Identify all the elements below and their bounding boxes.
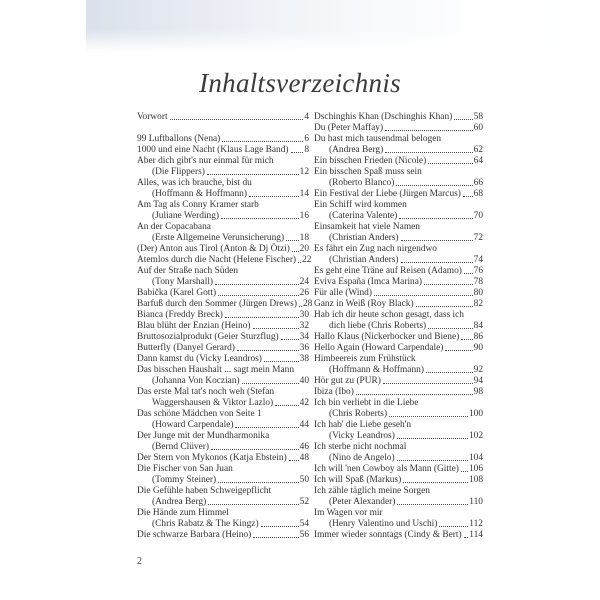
dot-leader xyxy=(397,504,468,505)
toc-entry-page: 108 xyxy=(468,475,483,485)
toc-entry-title: Die Gefühle haben Schweigepflicht xyxy=(137,486,272,496)
dot-leader xyxy=(389,416,468,417)
toc-entry-page: 58 xyxy=(473,112,483,122)
toc-entry xyxy=(314,321,483,332)
toc-entry-title: (Bernd Clüver) xyxy=(152,442,210,452)
toc-entry xyxy=(137,376,309,387)
dot-leader xyxy=(253,537,298,538)
toc-entry xyxy=(314,178,483,189)
toc-entry-title: Vorwort xyxy=(137,112,168,122)
toc-entry xyxy=(314,398,483,409)
toc-entry xyxy=(314,519,483,530)
toc-entry-title: Der Stern von Mykonos (Katja Ebstein) xyxy=(137,453,287,463)
toc-entry xyxy=(137,519,309,530)
toc-entry xyxy=(314,112,483,123)
toc-entry xyxy=(137,431,309,442)
dot-leader xyxy=(281,339,299,340)
toc-entry xyxy=(314,134,483,145)
toc-entry-page: 26 xyxy=(299,288,309,298)
dot-leader xyxy=(424,284,473,285)
toc-entry-title: Ich will Spaß (Markus) xyxy=(314,475,402,485)
dot-leader xyxy=(439,526,468,527)
toc-entry xyxy=(137,134,309,145)
toc-entry-page: 64 xyxy=(473,156,483,166)
toc-entry-page: 28 xyxy=(302,299,313,309)
toc-entry-page: 18 xyxy=(299,233,309,243)
toc-entry xyxy=(314,365,483,376)
toc-entry xyxy=(314,156,483,167)
toc-entry xyxy=(137,398,309,409)
toc-entry-page: 56 xyxy=(299,530,309,540)
toc-entry xyxy=(137,266,309,277)
dot-leader xyxy=(374,295,473,296)
toc-entry-page: 70 xyxy=(473,211,483,221)
toc-entry-page: 112 xyxy=(469,519,483,529)
toc-entry-page: 76 xyxy=(473,266,483,276)
dot-leader xyxy=(215,284,299,285)
toc-entry-title: 99 Luftballons (Nena) xyxy=(137,134,221,144)
toc-entry-title: (Hoffmann & Hoffmann) xyxy=(329,365,424,375)
toc-entry-title: Ibiza (Ibo) xyxy=(314,387,354,397)
dot-leader xyxy=(237,350,299,351)
page-title: Inhaltsverzeichnis xyxy=(199,68,401,98)
toc-entry-title: (Howard Carpendale) xyxy=(152,420,234,430)
toc-entry-page: 30 xyxy=(299,310,309,320)
toc-entry-page: 52 xyxy=(299,497,309,507)
dot-leader xyxy=(207,174,299,175)
toc-entry-title: Dschinghis Khan (Dschinghis Khan) xyxy=(314,112,453,122)
toc-entry xyxy=(314,332,483,343)
toc-entry xyxy=(314,497,483,508)
toc-entry xyxy=(314,409,483,420)
dot-leader xyxy=(428,328,473,329)
toc-entry-title: Babička (Karel Gott) xyxy=(137,288,217,298)
toc-entry xyxy=(137,189,309,200)
toc-entry-page: 14 xyxy=(299,189,309,199)
toc-entry xyxy=(314,486,483,497)
toc-entry-page: 32 xyxy=(299,321,309,331)
toc-entry xyxy=(314,376,483,387)
dot-leader xyxy=(208,504,298,505)
toc-entry xyxy=(137,200,309,211)
toc-entry xyxy=(137,497,309,508)
toc-entry-title: Ein bisschen Spaß muss sein xyxy=(314,167,422,177)
dot-leader xyxy=(225,317,299,318)
toc-entry xyxy=(314,475,483,486)
dot-leader xyxy=(253,328,299,329)
dot-leader xyxy=(170,119,304,120)
toc-entry xyxy=(137,486,309,497)
toc-entry xyxy=(137,420,309,431)
toc-entry-title: Die schwarze Barbara (Heino) xyxy=(137,530,252,540)
dot-leader xyxy=(464,537,469,538)
toc-entry-title: Der Junge mit der Mundharmonika xyxy=(137,431,270,441)
dot-leader xyxy=(218,482,298,483)
toc-entry-title: Immer wieder sonntags (Cindy & Bert) xyxy=(314,530,462,540)
dot-leader xyxy=(289,460,299,461)
toc-entry xyxy=(314,464,483,475)
toc-entry-page: 74 xyxy=(473,255,483,265)
toc-entry xyxy=(137,233,309,244)
toc-entry-title: Waggershausen & Viktor Lazlo) xyxy=(152,398,274,408)
toc-entry xyxy=(314,310,483,321)
dot-leader xyxy=(211,449,299,450)
toc-entry-title: (Hoffmann & Hoffmann) xyxy=(152,189,247,199)
toc-entry-title: (Chris Rabatz & The Kingz) xyxy=(152,519,259,529)
toc-entry xyxy=(137,464,309,475)
toc-entry-title: Es geht eine Träne auf Reisen (Adamo) xyxy=(314,266,462,276)
toc-entry xyxy=(314,354,483,365)
toc-entry xyxy=(137,277,309,288)
toc-entry-title: Das schöne Mädchen von Seite 1 xyxy=(137,409,262,419)
toc-entry-title: Das bisschen Haushalt ... sagt mein Mann xyxy=(137,365,295,375)
toc-entry xyxy=(314,343,483,354)
toc-entry xyxy=(137,310,309,321)
toc-entry xyxy=(137,211,309,222)
toc-entry-title: Im Wagen vor mir xyxy=(314,508,383,518)
toc-entry xyxy=(137,475,309,486)
dot-leader xyxy=(463,196,473,197)
toc-entry xyxy=(137,387,309,398)
toc-entry xyxy=(137,530,309,541)
dot-leader xyxy=(235,427,298,428)
toc-entry-title: (Henry Valentino und Uschi) xyxy=(329,519,438,529)
toc-entry-title: (Caterina Valente) xyxy=(329,211,398,221)
dot-leader xyxy=(286,240,299,241)
toc-entry-title: Ich bin verliebt in die Liebe xyxy=(314,398,419,408)
toc-entry-title: Bianca (Freddy Breck) xyxy=(137,310,223,320)
toc-entry-page: 20 xyxy=(299,244,309,254)
dot-leader xyxy=(396,185,472,186)
toc-entry xyxy=(314,167,483,178)
toc-entry xyxy=(314,508,483,519)
toc-entry xyxy=(314,277,483,288)
toc-entry xyxy=(137,332,309,343)
dot-leader xyxy=(222,141,303,142)
toc-entry-page: 16 xyxy=(299,211,309,221)
toc-entry-title: (Die Flippers) xyxy=(152,167,205,177)
toc-entry xyxy=(137,145,309,156)
toc-entry-title: Himbeereis zum Frühstück xyxy=(314,354,416,364)
toc-entry-title: Am Tag als Conny Kramer starb xyxy=(137,200,259,210)
toc-entry xyxy=(314,222,483,233)
toc-entry-title: Ganz in Weiß (Roy Black) xyxy=(314,299,414,309)
toc-entry-title: Es fährt ein Zug nach nirgendwo xyxy=(314,244,437,254)
toc-entry xyxy=(137,365,309,376)
toc-entry-title: (Johanna Von Koczian) xyxy=(152,376,240,386)
toc-entry-page: 90 xyxy=(473,343,483,353)
toc-entry xyxy=(137,299,313,310)
toc-entry xyxy=(314,145,483,156)
toc-entry-page: 48 xyxy=(299,453,309,463)
toc-entry-title: Alles, was ich brauche, bist du xyxy=(137,178,252,188)
toc-entry xyxy=(314,255,483,266)
dot-leader xyxy=(385,152,472,153)
toc-entry-title: Auf der Straße nach Süden xyxy=(137,266,239,276)
toc-entry xyxy=(137,442,309,453)
toc-entry-title: Atemlos durch die Nacht (Helene Fischer) xyxy=(137,255,297,265)
toc-entry xyxy=(137,255,312,266)
toc-entry-page: 98 xyxy=(473,387,483,397)
toc-entry xyxy=(137,222,309,233)
toc-entry xyxy=(137,409,309,420)
toc-entry-title: (Juliane Werding) xyxy=(152,211,220,221)
toc-entry-title: Für alle (Wind) xyxy=(314,288,372,298)
toc-entry-title: (Der) Anton aus Tirol (Anton & Dj Ötzi) xyxy=(137,244,290,254)
dot-leader xyxy=(454,119,472,120)
toc-entry xyxy=(314,530,483,541)
toc-entry-title: Ich will 'nen Cowboy als Mann (Gitte) xyxy=(314,464,459,474)
toc-entry-page: 46 xyxy=(299,442,309,452)
toc-entry xyxy=(137,244,309,255)
toc-entry-page: 4 xyxy=(304,112,309,122)
dot-leader xyxy=(299,306,302,307)
toc-entry xyxy=(314,200,483,211)
toc-entry-page: 82 xyxy=(473,299,483,309)
toc-entry-title: Barfuß durch den Sommer (Jürgen Drews) xyxy=(137,299,297,309)
toc-entry-page: 60 xyxy=(473,123,483,133)
toc-entry-title: Ein bisschen Frieden (Nicole) xyxy=(314,156,427,166)
toc-entry-title: Hab ich dir heute schon gesagt, dass ich xyxy=(314,310,464,320)
toc-entry-page: 42 xyxy=(299,398,309,408)
dot-leader xyxy=(249,196,299,197)
toc-entry-page: 78 xyxy=(473,277,483,287)
toc-entry-title: Blau blüht der Enzian (Heino) xyxy=(137,321,251,331)
dot-leader xyxy=(221,218,299,219)
toc-entry-title: Du (Peter Maffay) xyxy=(314,123,384,133)
toc-entry-page: 24 xyxy=(299,277,309,287)
toc-entry xyxy=(137,156,309,167)
dot-leader xyxy=(356,394,473,395)
toc-entry-title: Du hast mich tausendmal belogen xyxy=(314,134,442,144)
toc-entry-page: 100 xyxy=(468,409,483,419)
dot-leader xyxy=(416,306,473,307)
toc-entry-page: 66 xyxy=(473,178,483,188)
toc-entry-page: 8 xyxy=(304,145,309,155)
dot-leader xyxy=(428,163,472,164)
toc-entry-title: Hör gut zu (PUR) xyxy=(314,376,381,386)
toc-entry xyxy=(314,233,483,244)
toc-entry-page: 34 xyxy=(299,332,309,342)
dot-leader xyxy=(261,526,299,527)
dot-leader xyxy=(461,471,468,472)
toc-entry xyxy=(137,354,309,365)
toc-entry-title: Butterfly (Danyel Gerard) xyxy=(137,343,235,353)
toc-entry-title: (Christian Anders) xyxy=(329,233,399,243)
toc-entry-page: 84 xyxy=(473,321,483,331)
toc-entry-title: (Tony Marshall) xyxy=(152,277,214,287)
toc-entry xyxy=(314,442,483,453)
dot-leader xyxy=(397,460,468,461)
dot-leader xyxy=(403,482,468,483)
toc-column-left xyxy=(137,112,313,541)
dot-leader xyxy=(426,372,473,373)
toc-entry-page: 12 xyxy=(299,167,309,177)
toc-entry-page: 94 xyxy=(473,376,483,386)
toc-entry-page: 92 xyxy=(473,365,483,375)
toc-entry-title: (Chris Roberts) xyxy=(329,409,388,419)
toc-entry xyxy=(314,420,483,431)
toc-entry-page: 40 xyxy=(299,376,309,386)
toc-column-right xyxy=(314,112,483,541)
toc-entry-title: (Roberto Blanco) xyxy=(329,178,395,188)
toc-entry-title: dich liebe (Chris Roberts) xyxy=(329,321,427,331)
toc-entry-title: (Andrea Berg) xyxy=(329,145,384,155)
toc-entry-page: 80 xyxy=(473,288,483,298)
toc-entry-title: Hallo Klaus (Nickerbocker und Biene) xyxy=(314,332,460,342)
toc-entry xyxy=(314,211,483,222)
dot-leader xyxy=(291,152,304,153)
dot-leader xyxy=(464,273,473,274)
toc-entry-page: 110 xyxy=(469,497,483,507)
toc-entry-title: Hello Again (Howard Carpendale) xyxy=(314,343,444,353)
dot-leader xyxy=(292,251,299,252)
toc-entry-page: 104 xyxy=(468,453,483,463)
toc-entry-page: 62 xyxy=(473,145,483,155)
toc-entry-page: 72 xyxy=(473,233,483,243)
toc-entry-title: An der Copacabana xyxy=(137,222,211,232)
toc-entry-page: 44 xyxy=(299,420,309,430)
toc-entry-title: Die Hände zum Himmel xyxy=(137,508,229,518)
toc-entry xyxy=(314,431,483,442)
toc-entry-page: 50 xyxy=(299,475,309,485)
dot-leader xyxy=(401,262,473,263)
toc-entry xyxy=(314,123,483,134)
toc-entry-page: 22 xyxy=(302,255,312,265)
page-number: 2 xyxy=(137,556,142,567)
toc-entry xyxy=(314,189,483,200)
toc-entry-page: 86 xyxy=(473,332,483,342)
toc-entry-title: Ich sterbe nicht nochmal xyxy=(314,442,407,452)
toc-entry xyxy=(137,112,309,123)
toc-entry-page: 106 xyxy=(468,464,483,474)
toc-entry-title: Aber dich gibt's nur einmal für mich xyxy=(137,156,274,166)
toc-entry-title: Ein Festival der Liebe (Jürgen Marcus) xyxy=(314,189,461,199)
toc-entry-page: 114 xyxy=(469,530,483,540)
toc-entry-title: (Andrea Berg) xyxy=(152,497,207,507)
dot-leader xyxy=(298,262,301,263)
toc-entry xyxy=(137,343,309,354)
dot-leader xyxy=(397,438,468,439)
toc-entry xyxy=(314,288,483,299)
dot-leader xyxy=(399,218,472,219)
toc-entry xyxy=(137,453,309,464)
toc-entry-title: Die Fischer von San Juan xyxy=(137,464,233,474)
toc-entry-title: (Nino de Angelo) xyxy=(329,453,395,463)
toc-entry-page: 38 xyxy=(299,354,309,364)
toc-entry-page: 36 xyxy=(299,343,309,353)
scan-shadow xyxy=(86,0,600,54)
toc-entry-title: Ich zähle täglich meine Sorgen xyxy=(314,486,430,496)
toc-entry-page: 54 xyxy=(299,519,309,529)
toc-entry-title: (Tommy Steiner) xyxy=(152,475,217,485)
toc-entry xyxy=(137,178,309,189)
toc-entry xyxy=(137,288,309,299)
toc-entry xyxy=(137,508,309,519)
toc-entry-page: 68 xyxy=(473,189,483,199)
toc-entry-page: 102 xyxy=(468,431,483,441)
dot-leader xyxy=(383,383,473,384)
toc-entry xyxy=(137,167,309,178)
toc-entry-title: Einsamkeit hat viele Namen xyxy=(314,222,420,232)
toc-entry-title: (Vicky Leandros) xyxy=(329,431,395,441)
dot-leader xyxy=(242,383,299,384)
toc-entry xyxy=(314,266,483,277)
toc-entry-title: (Christian Anders) xyxy=(329,255,399,265)
toc-entry xyxy=(314,299,483,310)
toc-entry-title: 1000 und eine Nacht (Klaus Lage Band) xyxy=(137,145,289,155)
table-of-contents xyxy=(137,112,483,541)
dot-leader xyxy=(445,350,472,351)
dot-leader xyxy=(461,339,472,340)
toc-entry-page: 6 xyxy=(304,134,309,144)
dot-leader xyxy=(385,130,473,131)
toc-entry-title: Eviva España (Imca Marina) xyxy=(314,277,423,287)
toc-entry-title: Dann kamst du (Vicky Leandros) xyxy=(137,354,262,364)
dot-leader xyxy=(218,295,298,296)
toc-entry-title: Ich hab' die Liebe geseh'n xyxy=(314,420,412,430)
toc-entry-title: Ein Schiff wird kommen xyxy=(314,200,407,210)
toc-entry xyxy=(314,244,483,255)
toc-entry-title: Bruttosozialprodukt (Geier Sturzflug) xyxy=(137,332,279,342)
toc-entry xyxy=(314,387,483,398)
dot-leader xyxy=(401,240,473,241)
toc-entry-title: Das erste Mal tat's noch weh (Stefan xyxy=(137,387,275,397)
toc-entry xyxy=(137,321,309,332)
toc-entry-title: (Peter Alexander) xyxy=(329,497,396,507)
toc-entry xyxy=(314,453,483,464)
dot-leader xyxy=(275,405,298,406)
toc-entry-title: (Erste Allgemeine Verunsicherung) xyxy=(152,233,285,243)
dot-leader xyxy=(264,361,299,362)
